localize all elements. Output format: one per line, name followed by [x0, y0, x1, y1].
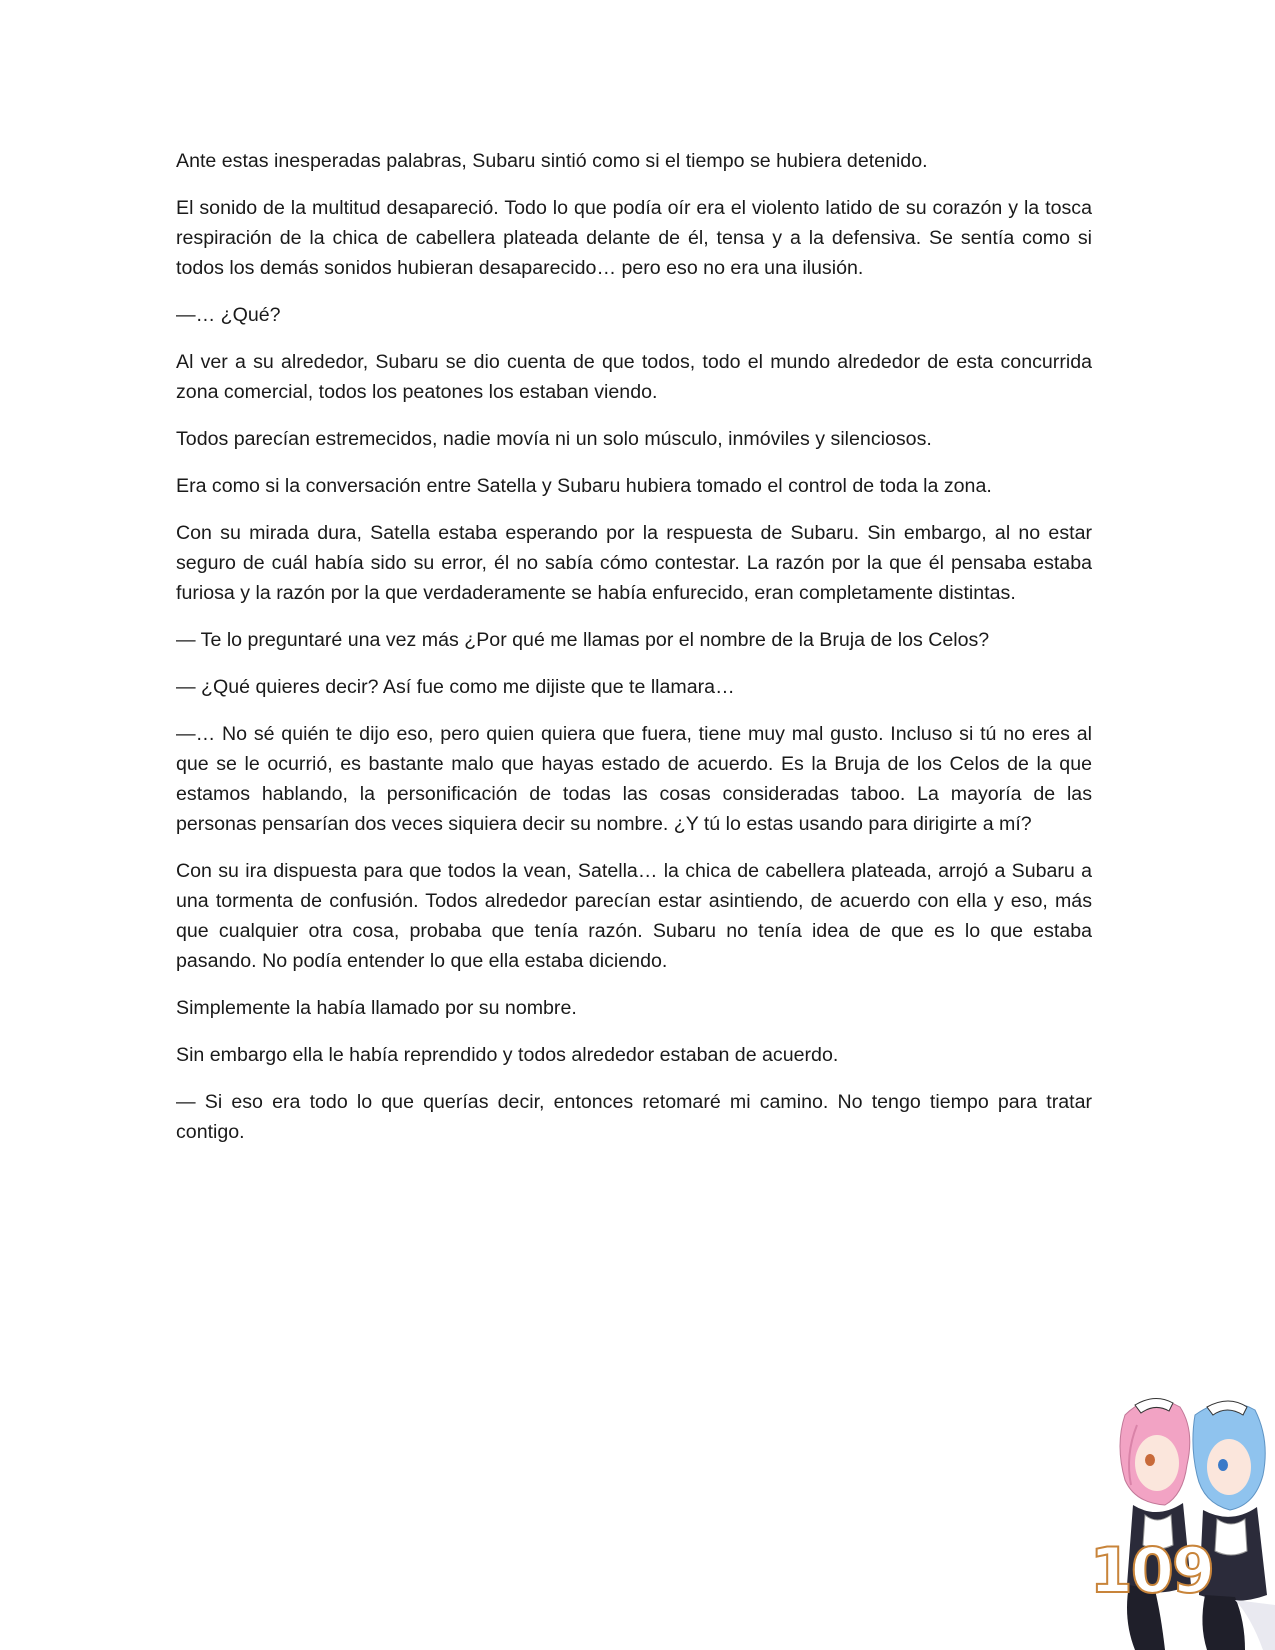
body-text	[176, 146, 1092, 1164]
blue-hair-character	[1193, 1401, 1275, 1650]
dialogue-line: — Te lo preguntaré una vez más ¿Por qué me llamas por el nombre de la Bruja de los Celos?	[176, 629, 990, 651]
paragraph: Sin embargo ella le había reprendido y todos alrededor estaban de acuerdo.	[176, 1044, 839, 1066]
paragraph: Ante estas inesperadas palabras, Subaru sintió como si el tiempo se hubiera detenido.	[176, 150, 928, 172]
paragraph: Con su ira dispuesta para que todos la vean, Satella… la chica de cabellera plateada, arrojó a Subaru a una tormenta de confusión. Todos alrededor parecían estar asintiendo, de acuerdo con ella y eso, más que cualquier otra cosa, probaba que tenía razón. Subaru no tenía idea de que es lo que estaba pasando. No podía entender lo que ella estaba diciendo.	[176, 860, 1092, 972]
page-number: 109	[1089, 1534, 1213, 1607]
paragraph: Con su mirada dura, Satella estaba esperando por la respuesta de Subaru. Sin embargo, al no estar seguro de cuál había sido su error, él no sabía cómo contestar. La razón por la que él pensaba estaba furiosa y la razón por la que verdaderamente se había enfurecido, eran completamente distintas.	[176, 522, 1092, 604]
paragraph: Al ver a su alrededor, Subaru se dio cuenta de que todos, todo el mundo alrededor de esta concurrida zona comercial, todos los peatones los estaban viendo.	[176, 351, 1092, 403]
pink-hair-character	[1120, 1398, 1191, 1650]
paragraph: Todos parecían estremecidos, nadie movía ni un solo músculo, inmóviles y silenciosos.	[176, 428, 932, 450]
paragraph: El sonido de la multitud desapareció. Todo lo que podía oír era el violento latido de su corazón y la tosca respiración de la chica de cabellera plateada delante de él, tensa y a la defensiva. Se sentía como si todos los demás sonidos hubieran desaparecido… pero eso no era una ilusión.	[176, 197, 1092, 279]
dialogue-line: —… ¿Qué?	[176, 304, 281, 326]
dialogue-line: — ¿Qué quieres decir? Así fue como me dijiste que te llamara…	[176, 676, 735, 698]
dialogue-line: — Si eso era todo lo que querías decir, entonces retomaré mi camino. No tengo tiempo para tratar contigo.	[176, 1091, 1092, 1143]
dialogue-line: —… No sé quién te dijo eso, pero quien quiera que fuera, tiene muy mal gusto. Incluso si tú no eres al que se le ocurrió, es bastante malo que hayas estado de acuerdo. Es la Bruja de los Celos de la que estamos hablando, la personificación de todas las cosas consideradas taboo. La mayoría de las personas pensarían dos veces siquiera decir su nombre. ¿Y tú lo estas usando para dirigirte a mí?	[176, 723, 1092, 835]
paragraph: Simplemente la había llamado por su nombre.	[176, 997, 577, 1019]
paragraph: Era como si la conversación entre Satella y Subaru hubiera tomado el control de toda la zona.	[176, 475, 992, 497]
twin-maids-illustration	[1095, 1385, 1275, 1650]
